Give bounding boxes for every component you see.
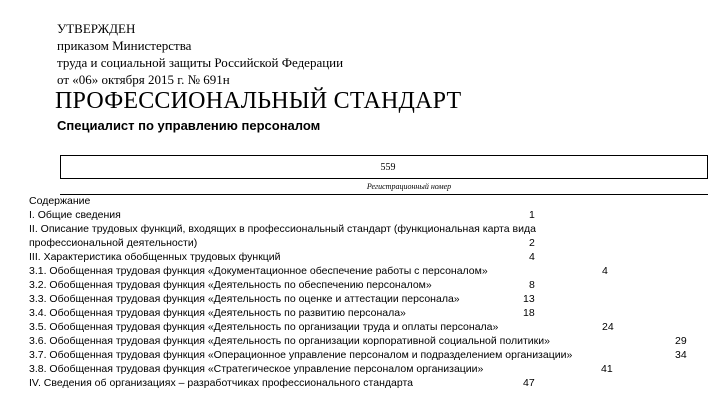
page-subtitle: Специалист по управлению персоналом	[57, 118, 321, 133]
toc-item-page: 29	[675, 335, 687, 347]
registration-number-box	[60, 155, 708, 179]
toc-item-text: 3.7. Обобщенная трудовая функция «Операционное управление персоналом и подразделением организации»	[29, 349, 573, 361]
approval-block	[57, 20, 343, 88]
toc-item-text: I. Общие сведения	[29, 209, 121, 221]
approval-line: труда и социальной защиты Российской Федерации	[57, 55, 344, 70]
toc-item-text: 3.1. Обобщенная трудовая функция «Документационное обеспечение работы с персоналом»	[29, 265, 488, 277]
toc-item-text: 3.5. Обобщенная трудовая функция «Деятельность по организации труда и оплаты персонала»	[29, 321, 499, 333]
toc-item-page: 18	[523, 307, 535, 319]
toc-item-text: II. Описание трудовых функций, входящих в профессиональный стандарт (функциональная карта вида профессиональной деятельности)	[29, 223, 536, 249]
toc-item-text: 3.3. Обобщенная трудовая функция «Деятельность по оценке и аттестации персонала»	[29, 293, 460, 305]
toc-item-page: 4	[529, 251, 535, 263]
toc-item-text: IV. Сведения об организациях – разработчиках профессионального стандарта	[29, 377, 413, 389]
approval-line: УТВЕРЖДЕН	[57, 21, 136, 36]
toc-item-text: 3.4. Обобщенная трудовая функция «Деятельность по развитию персонала»	[29, 307, 406, 319]
toc-item-text: 3.6. Обобщенная трудовая функция «Деятельность по организации корпоративной социальной политики»	[29, 335, 550, 347]
toc-item-page: 47	[523, 377, 535, 389]
toc-item-page: 34	[675, 349, 687, 361]
toc-heading: Содержание	[29, 195, 91, 207]
toc-item-page: 8	[529, 279, 535, 291]
approval-line: приказом Министерства	[57, 38, 192, 53]
toc-item-text: 3.8. Обобщенная трудовая функция «Стратегическое управление персоналом организации»	[29, 363, 484, 375]
registration-label: Регистрационный номер	[366, 182, 452, 191]
toc-item-page: 24	[602, 321, 614, 333]
toc-item-text: III. Характеристика обобщенных трудовых функций	[29, 251, 281, 263]
toc-item-page: 41	[601, 363, 613, 375]
toc-item-page: 4	[602, 265, 608, 277]
toc-item-page: 13	[523, 293, 535, 305]
approval-line: от «06» октября 2015 г. № 691н	[57, 72, 230, 87]
toc-item-page: 2	[529, 237, 535, 249]
divider	[60, 194, 708, 195]
toc-item-page: 1	[529, 209, 535, 221]
registration-number: 559	[380, 161, 396, 173]
toc-item-text: 3.2. Обобщенная трудовая функция «Деятельность по обеспечению персоналом»	[29, 279, 432, 291]
page-title: ПРОФЕССИОНАЛЬНЫЙ СТАНДАРТ	[55, 88, 462, 114]
